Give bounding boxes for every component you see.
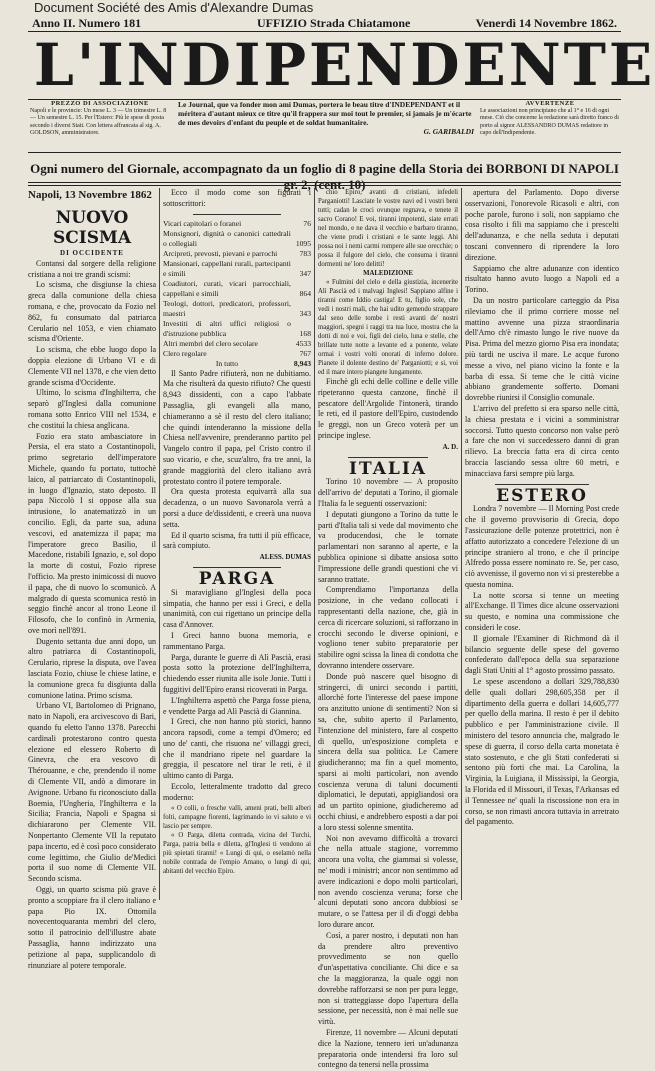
section-title-italia: ITALIA — [349, 458, 427, 479]
paragraph: Finchè gli echi delle colline e delle ville ripeteranno questa canzone, finchè il pescatore dell'Argolide l'intonerà, tirando le reti, ed il pastore dell'Epiro, custodendo le greggi, non un Greco voterà per un principe inglese. — [318, 377, 458, 440]
paragraph: « O colli, o fresche valli, ameni prati, belli alberi folti, campagne fiorenti, lagrimando io vi saluto e vi lascio per sempre. — [163, 804, 311, 830]
table-total-row: In tutto 8,943 — [215, 358, 311, 368]
paragraph: Dugento settanta due anni dopo, un altro patriarca di Costantinopoli, Cerulario, riprese la disputa, ove l'avea lasciata Fozio, chiuse le chiese latine, e la comunione greca fu disgiunta dalla comunione latina. Primo scisma. — [28, 636, 156, 700]
paragraph: Fozio era stato ambasciatore in Persia, el era stato a Costantinopoli, primo segretario dell'imperatore Michele, quando fu portato, tuttochè laico, al patriarcato di Costantinopoli, in luogo d'Ignazio, stato deposto. Il papa Niccolò I si oppose alla sua intrusione, lo anatematizzò in un concilio. Egli, da parte sua, aduna vescovi, ed anatemizza il papa; ma l'imperatore greco Basilio, il Macedone, ristabilì Ignazio, e, sol dopo la morte di costui, Fozio riprese l'officio. Ma presto inimicossi di nuovo il papa, che di nuovo lo scomunicò. A malgrado di questa scomunica restò in seggio finchè ancor al trono Leone il Filosofo, che lo confinò in Armenia, ove morì nell'891. — [28, 431, 156, 635]
column-3 — [318, 188, 458, 1070]
article-signature: A. D. — [442, 442, 458, 451]
table-row: Arcipreti, prevosti, pievani e parrochi 783 — [163, 248, 311, 258]
office-address: UFFIZIO Strada Chiatamone — [257, 16, 411, 30]
rule-below-notice — [28, 182, 621, 183]
column-divider-2 — [314, 188, 315, 900]
table-row: Clero regolare 767 — [163, 348, 311, 358]
divider — [495, 484, 589, 485]
paragraph: Da un nostro particolare carteggio da Pisa rileviamo che il primo corriere mosse nel mattino avvenne una pizza straordinaria dell'Arno ch'è rimasto lungo le rive nuove da Pisa. Prima del mezzo giorno Pisa era inondata; più tardi ne usciva il mare. Le acque furono messe a vivo, nel piano vicino la fonte e la barba di essa. Si teme che le città vicine abbiano grandemente sofferto. Domani dovrebbe riunirsi il Consiglio comunale. — [465, 295, 619, 403]
signatories-table — [163, 219, 311, 369]
notices-box — [480, 100, 620, 148]
paragraph: Eccolo, letteralmente tradotto dal greco moderno: — [163, 782, 311, 802]
table-row: Coadiutori, curati, vicari parrocchiali, cappellani e simili 864 — [163, 278, 311, 298]
paragraph: I Greci, che non hanno più storici, hanno ancora rapsodi, come a tempi d'Omero; ed uno de' canti, che risuona ne' villaggi greci, che il mandriano ripete nel guardare la greggia, il pescatore nel tirar le reti, è il ultimo canto di Parga. — [163, 717, 311, 781]
paragraph: L'Inghilterra aspettò che Parga fosse piena, e vendette Parga ad Alì Pascià di Giannina. — [163, 695, 311, 716]
paragraph: Ecco il modo come son figurati i sottoscrittori: — [163, 188, 311, 208]
subscription-box — [30, 100, 170, 148]
paragraph: Si maravigliano gl'Inglesi della poca simpatia, che hanno per essi i Greci, e della unanimità, con cui rigettano un principe della casa d'Annover. — [163, 587, 311, 630]
section-title-estero: ESTERO — [496, 485, 588, 506]
subscription-heading: PREZZO DI ASSOCIAZIONE — [51, 100, 149, 107]
table-row: Teologi, dottori, predicatori, professori, maestri 343 — [163, 298, 311, 318]
paragraph: Lo scisma, che disgiunse la chiesa greca dalla comunione della chiesa romana, e che, provocato da Fozio nel 862, fu consumato dal patriarca Cerulario nel 1053, e vien chiamato scisma d'Oriente. — [28, 280, 156, 344]
paragraph: Ed il quarto scisma, fra tutti il più efficace, sarà compiuto. — [163, 530, 311, 551]
divider — [193, 214, 281, 215]
table-row: Vicari capitolari o foranei 76 — [163, 218, 311, 228]
paragraph: Donde può nascere quel bisogno di stringerci, di unirci secondo i partiti, allorchè forte l'interesse del paese impone ora anzitutto unione di sentimenti? Non sì sa, che, subito aperto il Parlamento, l'intenzione del ministero, fare al cospetto di quello, un'esposizione completa e sincera della sua politica. Le Camere giudicheranno; ma fin a quel momento, sparsi ai molti particolari, non avendo coscienza veruna di taluni documenti diplomatici, le deputati, appigliandosi ora ad un partito opinione, giudicheremo ad occhi chiusi, e andrebbero esposti a dar poi a loro stessi solenne smentita. — [318, 671, 458, 832]
notices-heading: AVVERTENZE — [525, 100, 575, 107]
paragraph: Torino 10 novembre — A proposito dell'arrivo de' deputati a Torino, il giornale l'Italia fa le seguenti osservazioni: — [318, 477, 458, 508]
column-divider-3 — [461, 188, 462, 900]
paragraph: Noi non avevamo difficoltà a trovarci che nella attuale stagione, vorremmo ancora una volta, che giammai si volesse, ne' modi i ministri; ancor non sentimmo ad avere indicazioni e dopo molti particolari, non avendo coscienza veruna; forse che alcuni deputati sono ancora dubbiosi se mutare, o se l'attesa per il dì d'oggi debba loro durare ancor. — [318, 833, 458, 930]
motto-signature: G. GARIBALDI — [423, 127, 474, 136]
masthead-title: L'INDIPENDENTE — [33, 31, 655, 99]
table-row: Altri membri del clero secolare 4533 — [163, 338, 311, 348]
paragraph: Urbano VI, Bartolomeo di Prignano, nato in Napoli, era arcivescovo di Bari, quando fu eletto l'anno 1378. Parecchi cardinali protestarono contro questa elezione ed elessero Roberto di Ginevra, che era vescovo di Thérouanne, e che, prendendo il nome di Clemente VII, andò a dimorare in Avignone. Urbano fu riconosciuto dalla Boemia, l'Ungheria, l'Inghilterra e la Sicilia; Francia, Napoli e Spagna si dichiararono per Clemente VII. Nonpertanto Clemente VII la reputato papa incerto, ed è così poco considerato come legittimo, che Giulio de'Medici porta il suo nome di Clemente VII. Secondo scisma. — [28, 701, 156, 884]
maledizione-label: MALEDIZIONE — [363, 270, 413, 277]
dateline: Napoli, 13 Novembre 1862 — [28, 189, 152, 201]
section-title-parga: PARGA — [198, 568, 276, 589]
paragraph: Le spese ascendono a dollari 329,788,830 delle quali dollari 298,605,358 per il dipartimento della guerra e dollari 14,605,777 per quello della marina. Il resto è per il debito pubblico e per l'amministrazione civile. Il ministero del tesoro annuncia che, malgrado le spese di guerra, il corso della carta monetata è stato sostenuto, e che gli Stati confederati si sentono più forti che mai. La Carolina, la Virginia, la Luigiana, il Mississipi, la Georgia, la Florida ed il Missouri, il Texas, l'Arkansas ed il Tennessee ne' quali la riscossione non era in corso, se non rimasti ancora tuttavia in arretrato del pagamento. — [465, 677, 619, 827]
paragraph: Oggi, un quarto scisma più grave è pronto a scoppiare fra il clero italiano e papa Pio IX. Ottomila novecentoquaranta membri del clero, sotto il patrocinio dell'illustre abate Passaglia, hanno indirizzato una petizione al papa, supplicandolo di rinunziare al potere temporale. — [28, 885, 156, 970]
article-signature: ALESS. DUMAS — [259, 553, 311, 562]
paragraph: Contansi dal sorgere della religione cristiana a noi tre grandi scismi: — [28, 258, 156, 279]
paragraph: Firenze, 11 novembre — Alcuni deputati dice la Nazione, tennero ieri un'adunanza preparatoria onde intendersi fra loro sul contegno da tenersi nella prossima — [318, 1028, 458, 1070]
paragraph: « Fulmini del cielo e della giustizia, incenerite Alì Pascià ed i malvagi Inglesi! Sappiano alfine i tiranni come Iddio castiga! E tu, figlio sole, che vedi i nostri mali, che hai udito gemendo strappare dal seno delle tombe i resti avanti de' nostri maggiori, spegni i raggi tra tua luce, mostra che la dotti di noi e voi, figli del cielo, luna e stelle, che brillate tutte notte a levante ed a ponente, velate ormai i vostri volti onorati di inferno dolore. Pianete il dolente destino de' Parganiotti; e si, voi ed il mare intero piangete lungamente. — [318, 279, 458, 376]
supplement-notice: Ogni numero del Giornale, accompagnato da un foglio di 8 pagine della Storia dei BORBONI DI NAPOLI gr. 2, (cent. 10) — [30, 161, 619, 192]
divider — [193, 567, 281, 568]
column-4 — [465, 188, 619, 900]
rule-above-notice — [28, 152, 621, 153]
paragraph: Ultimo, lo scisma d'Inghilterra, che separò gl'Inglesi dalla comunione romana sotto Enrico VIII nel 1534, e che costituì la chiesa anglicana. — [28, 388, 156, 430]
column-divider-1 — [159, 188, 160, 900]
paragraph: La notte scorsa si tenne un meeting all'Exchange. Il Times dice alcune osservazioni su questo, e nomina una commissione che consideri le cose. — [465, 590, 619, 633]
article-title-scisma: NUOVO SCISMA — [52, 208, 132, 248]
paragraph: L'arrivo del prefetto si era sparso nelle città, la chiesa prestata e i vicini a somministrar soccorsi. Tutto questo concorso non valse però a fare che non vi succedessero danni di gran rilievo. La breccia fatta era di circa cento braccia lasciando sessa oltre 60 metri, e minacciava farsi sempre più larga. — [465, 403, 619, 478]
article-subtitle-scisma: DI OCCIDENTE — [60, 249, 124, 257]
table-row: Investiti di altri uffici religiosi o d'istruzione pubblica 168 — [163, 318, 311, 338]
motto-text: Le Journal, que va fonder mon ami Dumas, portera le beau titre d'INDEPENDANT et il méritera d'autant mieux ce titre qu'il frappera sur moi tout le premier, si jamais je m'écarte de mes devoirs d'enfant du peuple et de soldat humanitaire. — [178, 100, 472, 127]
divider — [348, 457, 428, 458]
paragraph: apertura del Parlamento. Dopo diverse osservazioni, l'onorevole Ricasoli e altri, con poche parole, furono i soli, non sappiamo che cosa risolto i fili ma sappiamo che i prescelti dell'adunanza, e che nella seduta i deputati toscani convennero di riprendere la loro direzione. — [465, 188, 619, 262]
notices-text: Le associazioni non principiano che al 1° e 16 di ogni mese. Ciò che concerne la redazione sarà diretto franco di porto al signor ALESSANDRO DUMAS redattore in capo dell'Indipendente. — [480, 107, 619, 136]
issue-date: Venerdì 14 Novembre 1862. — [475, 16, 617, 30]
paragraph: Parga, durante le guerre di Alì Pascià, erasi posta sotto la protezione dell'Inghilterra, chiedendo esser riunita alle isole Jonie. Tutti i fuggitivi dell'Epiro eransi ricoverati in Parga. — [163, 652, 311, 694]
paragraph: Ora questa protesta equivarrà alla sua decadenza, o un nuovo Savonarola verrà a porsi a duce de'dissidenti, e creerà una nuova setta. — [163, 487, 311, 529]
paragraph: I Greci hanno buona memoria, e rammentano Parga. — [163, 630, 311, 651]
issue-number: Anno II. Numero 181 — [32, 16, 142, 30]
rule-below-notice-2 — [28, 185, 621, 186]
column-2 — [163, 188, 311, 900]
paragraph: Il Santo Padre rifiuterà, non ne dubitiamo. Ma che risulterà da questo rifiuto? Che questi 8,943 dissidenti, con a capo l'abbate Passaglia, gli evangeli alla mano, chiameranno a sè il resto del clero italiano; che quindi intenderanno la missione della Chiesa nell'avvenire, prenderanno partito pel Vangelo contro il papa, pel Cristo contro il suo vicario, e che, scuz'altro, fra tre anni, la grande maggiorità del clero italiano avrà protestato contro il potere temporale. — [163, 368, 311, 486]
paragraph: Il giornale l'Examiner di Richmond dà il bilancio seguente delle spese del governo confederato dall'epoca della sua separazione dagli Stati Uniti al 1° agosto prossimo passato. — [465, 633, 619, 676]
subscription-text: Napoli e le provincie: Un mese L. 3 — Un trimestre L. 8 — Un semestre L. 15. Per l'Estero: Più le spese di posta secondo i diversi Stati. Con lettera affrancata al sig. A. GOLDSON, amministratore. — [30, 107, 167, 136]
table-row: Mansionari, cappellani rurali, partecipanti e simili 347 — [163, 258, 311, 278]
paragraph: Sappiamo che altre adunanze con identico risultato hanno avuto luogo a Napoli ed a Torino. — [465, 263, 619, 295]
paragraph: Lo scisma, che ebbe luogo dopo la doppia elezione di Urbano VI e di Clemente VII nel 1378, e che vien detto grande scisma d'Occidente. — [28, 345, 156, 387]
watermark: Document Société des Amis d'Alexandre Dumas — [34, 0, 314, 15]
paragraph: Comprendiamo l'importanza della posizione, in che vedano collocati i rappresentanti della nazione, che, già in cerca di ricercare soluzioni, si rafforzano in crocchi secondo le diverse opinioni, e vogliono tener subito preparatorie per stabilire ogni scissa la linea di condotta che dovranno intendere osservare. — [318, 585, 458, 670]
paragraph: Londra 7 novembre — Il Morning Post crede che il governo provvisorio di Grecia, dopo l'assicurazione delle potenze protettrici, non è affatto autorizzato a concedere l'elezione di un principe straniero al trono, e che il principe Alfredo possa essere nominato re. Se, per caso, ciò avvenisse, il governo non vi si presterebbe a questa nomina. — [465, 504, 619, 589]
table-row: Monsignori, dignità o canonici cattedrali o collegiali 1095 — [163, 228, 311, 248]
paragraph: Così, a parer nostro, i deputati non han da prendere altro preventivo provvedimento se non quello d'un'aspettativa conciliante. Chi dice e sa che la maggioranza, la quale oggi non dovrebbe rafforzarsi se non per pura legge, non si tratteggiasse dopo l'apertura della sessione, per necessità, non è mai nelle sue virtù. — [318, 930, 458, 1027]
motto-box — [178, 100, 474, 148]
paragraph: « O Parga, diletta contrada, vicina del Turchi, Parga, patria bella e diletta, gl'Inglesi ti vendono ai più spietati tiranni! « Lungi di qui, o eselamò nella nobile contrada de l'empio Amano, o lungi di qui, abitanti del vecchio Epiro. — [163, 831, 311, 875]
paragraph: chio Epiro, avanti di cristiani, infedeli Parganiotti! Lasciate le vostre navi ed i vostri beni tutti; cadan le croci ovunque regnava, e tenete il sacro Corano! E voi, tiranni impotenti, siate errati nel mondo, e ne dava il vecchio e barbaro tiranno, che viene prodi i cristiani e le sante leggi. Ahi possa noi i nemi carmi rompere alle sue orecchie; o possa il fulgore del cielo, che consuma i tiranni dormenti ne' loro delitti! — [318, 189, 458, 268]
column-1 — [28, 188, 156, 970]
paragraph: I deputati giungono a Torino da tutte le parti d'Italia tali si vede dal movimento che va producendosi, che le tornate parlamentari non saranno al aperte, e la pubblica opinione si dibatte ansiosa sotto l'impressione delle grandi questioni che vi saranno trattate. — [318, 509, 458, 584]
